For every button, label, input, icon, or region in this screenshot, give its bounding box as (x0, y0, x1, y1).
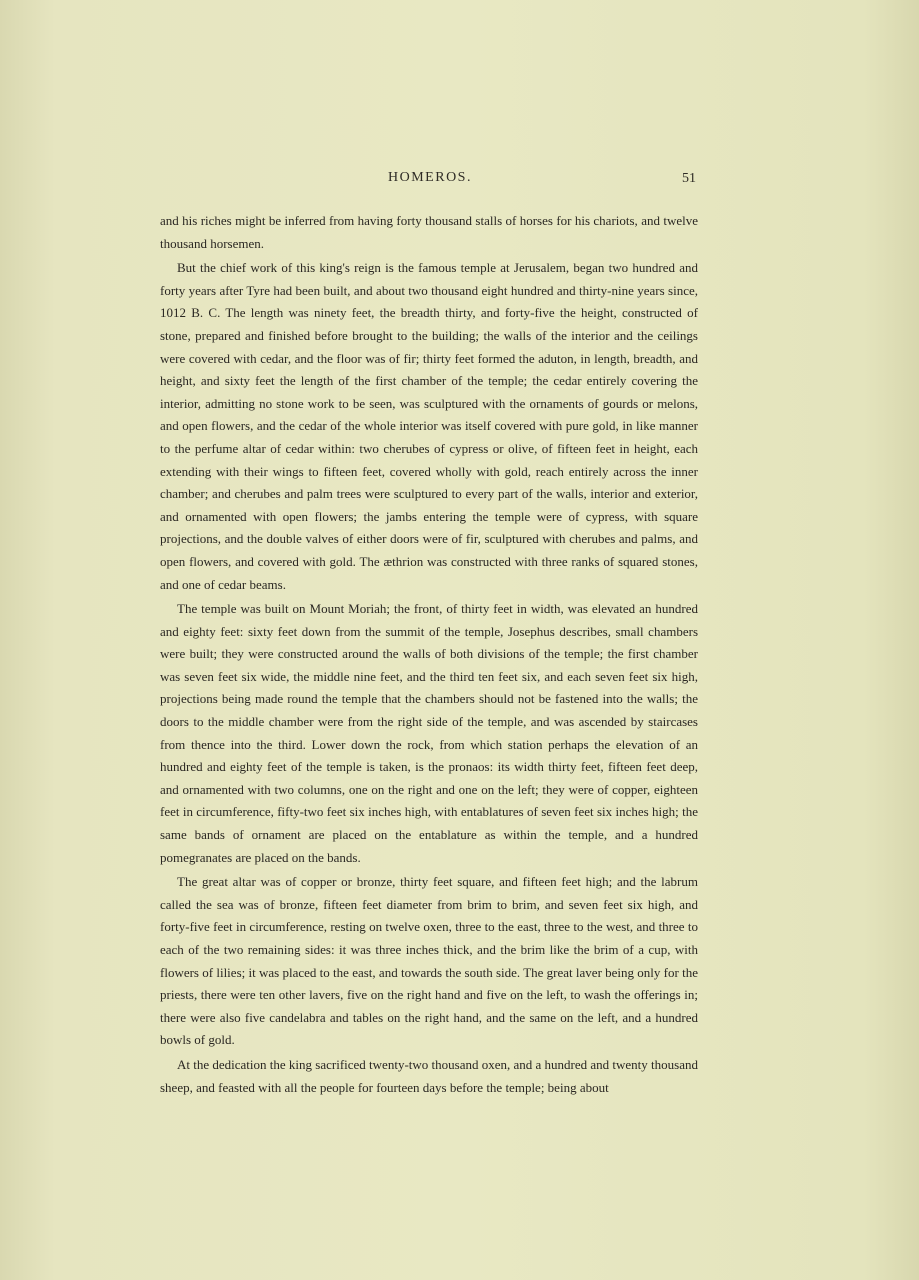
paragraph-great-altar: The great altar was of copper or bronze, thirty feet square, and fifteen feet high; and the labrum called the sea was of bronze, fifteen feet diameter from brim to brim, and seven feet six high, and forty-five feet in circumference, resting on twelve oxen, three to the east, three to the west, and three to each of the two remaining sides: it was three inches thick, and the brim like the brim of a cup, with flowers of lilies; it was placed to the east, and towards the south side. The great laver being only for the priests, there were ten other lavers, five on the right hand and five on the left, to wash the offerings in; there were also five candelabra and tables on the right hand, and the same on the left, and a hundred bowls of gold. (160, 874, 698, 1048)
paragraph-temple-at-jerusalem: But the chief work of this king's reign is the famous temple at Jerusalem, began two hundred and forty years after Tyre had been built, and about two thousand eight hundred and thirty-nine years since, 1012 B. C. The length was ninety feet, the breadth thirty, and forty-five the height, constructed of stone, prepared and finished before brought to the building; the walls of the interior and the ceilings were covered with cedar, and the floor was of fir; thirty feet formed the aduton, in length, breadth, and height, and sixty feet the length of the first chamber of the temple; the cedar entirely covering the interior, admitting no stone work to be seen, was sculptured with the ornaments of gourds or melons, and open flowers, and the cedar of the whole interior was itself covered with pure gold, in like manner to the perfume altar of cedar within: two cherubes of cypress or olive, of fifteen feet in height, each extending with their wings to fifteen feet, covered wholly with gold, reach entirely across the inner chamber; and cherubes and palm trees were sculptured to every part of the walls, interior and exterior, and ornamented with open flowers; the jambs entering the temple were of cypress, with square projections, and the double valves of either doors were of fir, sculptured with cherubes and palms, and open flowers, and covered with gold. The æthrion was constructed with three ranks of squared stones, and one of cedar beams. (160, 260, 698, 592)
paragraph-mount-moriah: The temple was built on Mount Moriah; the front, of thirty feet in width, was elevated an hundred and eighty feet: sixty feet down from the summit of the temple, Josephus describes, small chambers were built; they were constructed around the walls of both divisions of the temple; the first chamber was seven feet six wide, the middle nine feet, and the third ten feet six, and each seven feet six high, projections being made round the temple that the chambers should not be fastened into the walls; the doors to the middle chamber were from the right side of the temple, and was ascended by staircases from thence into the third. Lower down the rock, from which station perhaps the elevation of an hundred and eighty feet of the temple is taken, is the pronaos: its width thirty feet, fifteen feet deep, and ornamented with two columns, one on the right and one on the left; they were of copper, eighteen feet in circumference, fifty-two feet six inches high, with entablatures of seven feet six inches high; the same bands of ornament are placed on the entablature as within the temple, and a hundred pomegranates are placed on the bands. (160, 601, 698, 865)
page-number: 51 (682, 171, 696, 186)
running-head (160, 170, 700, 192)
body-text (160, 210, 698, 1101)
paragraph-dedication: At the dedication the king sacrificed twenty-two thousand oxen, and a hundred and twenty thousand sheep, and feasted with all the people for fourteen days before the temple; being about (160, 1056, 698, 1095)
running-title: HOMEROS. (388, 170, 472, 185)
paragraph-continuation: and his riches might be inferred from having forty thousand stalls of horses for his chariots, and twelve thousand horsemen. (160, 213, 698, 251)
